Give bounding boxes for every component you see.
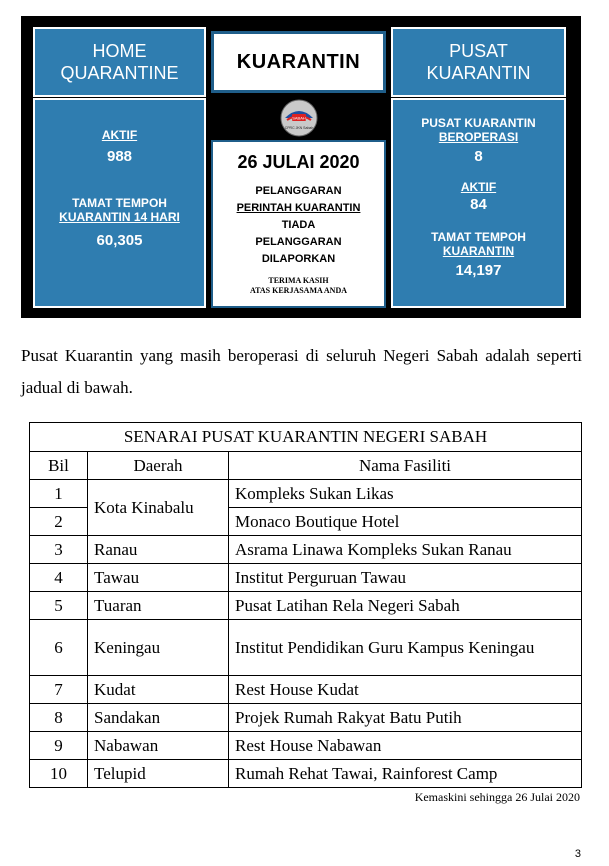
daily-status-card	[211, 140, 386, 308]
table-row	[30, 536, 582, 564]
cell-daerah: Ranau	[88, 536, 229, 564]
col-header-daerah: Daerah	[88, 452, 229, 480]
cell-daerah: Sandakan	[88, 704, 229, 732]
right-aktif-label: AKTIF	[460, 180, 497, 194]
table-row	[30, 704, 582, 732]
cell-fasiliti: Monaco Boutique Hotel	[229, 508, 582, 536]
table-row	[30, 564, 582, 592]
home-quarantine-header	[33, 27, 206, 97]
table-title: SENARAI PUSAT KUARANTIN NEGERI SABAH	[30, 423, 582, 452]
updated-note: Kemaskini sehingga 26 Julai 2020	[414, 790, 580, 804]
msg-line1: PELANGGARAN	[255, 185, 342, 197]
right-tamat-label-1: TAMAT TEMPOH	[431, 230, 526, 244]
sabah-cprc-logo	[277, 98, 321, 138]
pusat-kuarantin-line2: KUARANTIN	[426, 63, 531, 83]
cell-fasiliti: Kompleks Sukan Likas	[229, 480, 582, 508]
home-quarantine-stats	[33, 98, 206, 308]
msg-line2: PERINTAH KUARANTIN	[236, 202, 361, 214]
cell-fasiliti: Asrama Linawa Kompleks Sukan Ranau	[229, 536, 582, 564]
table-row	[30, 592, 582, 620]
tamat-label-2: KUARANTIN 14 HARI	[59, 210, 180, 224]
cell-bil: 7	[30, 676, 88, 704]
beroperasi-value: 8	[474, 148, 483, 165]
right-tamat-label-2: KUARANTIN	[442, 244, 515, 258]
cell-bil: 10	[30, 760, 88, 788]
table-row	[30, 760, 582, 788]
table-row	[30, 620, 582, 676]
aktif-value: 988	[106, 148, 133, 165]
pusat-kuarantin-line1: PUSAT	[449, 41, 508, 61]
msg-line3: TIADA	[281, 219, 316, 231]
msg-line4: PELANGGARAN	[255, 236, 342, 248]
quarantine-infographic	[21, 16, 581, 318]
cell-fasiliti: Rest House Kudat	[229, 676, 582, 704]
home-quarantine-line2: QUARANTINE	[60, 63, 179, 83]
col-header-fasiliti: Nama Fasiliti	[229, 452, 582, 480]
cell-daerah: Keningau	[88, 620, 229, 676]
quarantine-centre-table	[29, 422, 582, 788]
right-aktif-value: 84	[470, 196, 487, 213]
tamat-value: 60,305	[96, 232, 143, 249]
cell-daerah: Tuaran	[88, 592, 229, 620]
right-tamat-value: 14,197	[455, 262, 502, 279]
cell-fasiliti: Pusat Latihan Rela Negeri Sabah	[229, 592, 582, 620]
home-quarantine-line1: HOME	[92, 41, 147, 61]
cell-fasiliti: Rest House Nabawan	[229, 732, 582, 760]
cell-bil: 5	[30, 592, 88, 620]
cell-bil: 1	[30, 480, 88, 508]
cell-daerah: Kota Kinabalu	[88, 480, 229, 536]
aktif-label: AKTIF	[101, 128, 138, 142]
report-date: 26 JULAI 2020	[237, 152, 360, 172]
cell-bil: 4	[30, 564, 88, 592]
logo-text-bottom: CPRC JKN Sabah	[284, 126, 314, 130]
msg-line5: DILAPORKAN	[261, 253, 336, 265]
cell-daerah: Tawau	[88, 564, 229, 592]
cell-daerah: Telupid	[88, 760, 229, 788]
table-row	[30, 732, 582, 760]
col-header-bil: Bil	[30, 452, 88, 480]
thanks-note	[213, 276, 384, 296]
pusat-kuarantin-header	[391, 27, 566, 97]
page-number: 3	[574, 848, 581, 860]
intro-paragraph: Pusat Kuarantin yang masih beroperasi di seluruh Negeri Sabah adalah seperti jadual di bawah.	[21, 346, 582, 397]
cell-bil: 2	[30, 508, 88, 536]
cell-bil: 8	[30, 704, 88, 732]
cell-fasiliti: Rumah Rehat Tawai, Rainforest Camp	[229, 760, 582, 788]
table-row	[30, 676, 582, 704]
cell-bil: 3	[30, 536, 88, 564]
pusat-kuarantin-stats	[391, 98, 566, 308]
thanks-line2: ATAS KERJASAMA ANDA	[249, 286, 348, 295]
table-row	[30, 480, 582, 508]
tamat-label-1: TAMAT TEMPOH	[72, 196, 167, 210]
violation-message	[213, 183, 384, 268]
cell-fasiliti: Projek Rumah Rakyat Batu Putih	[229, 704, 582, 732]
cell-fasiliti: Institut Perguruan Tawau	[229, 564, 582, 592]
kuarantin-header: KUARANTIN	[211, 31, 386, 93]
cell-daerah: Kudat	[88, 676, 229, 704]
beroperasi-label-1: PUSAT KUARANTIN	[421, 116, 536, 130]
cell-fasiliti: Institut Pendidikan Guru Kampus Keningau	[229, 620, 582, 676]
thanks-line1: TERIMA KASIH	[268, 276, 329, 285]
cell-bil: 9	[30, 732, 88, 760]
beroperasi-label-2: BEROPERASI	[438, 130, 519, 144]
cell-daerah: Nabawan	[88, 732, 229, 760]
cell-bil: 6	[30, 620, 88, 676]
logo-text-top: SABAH	[292, 115, 306, 121]
